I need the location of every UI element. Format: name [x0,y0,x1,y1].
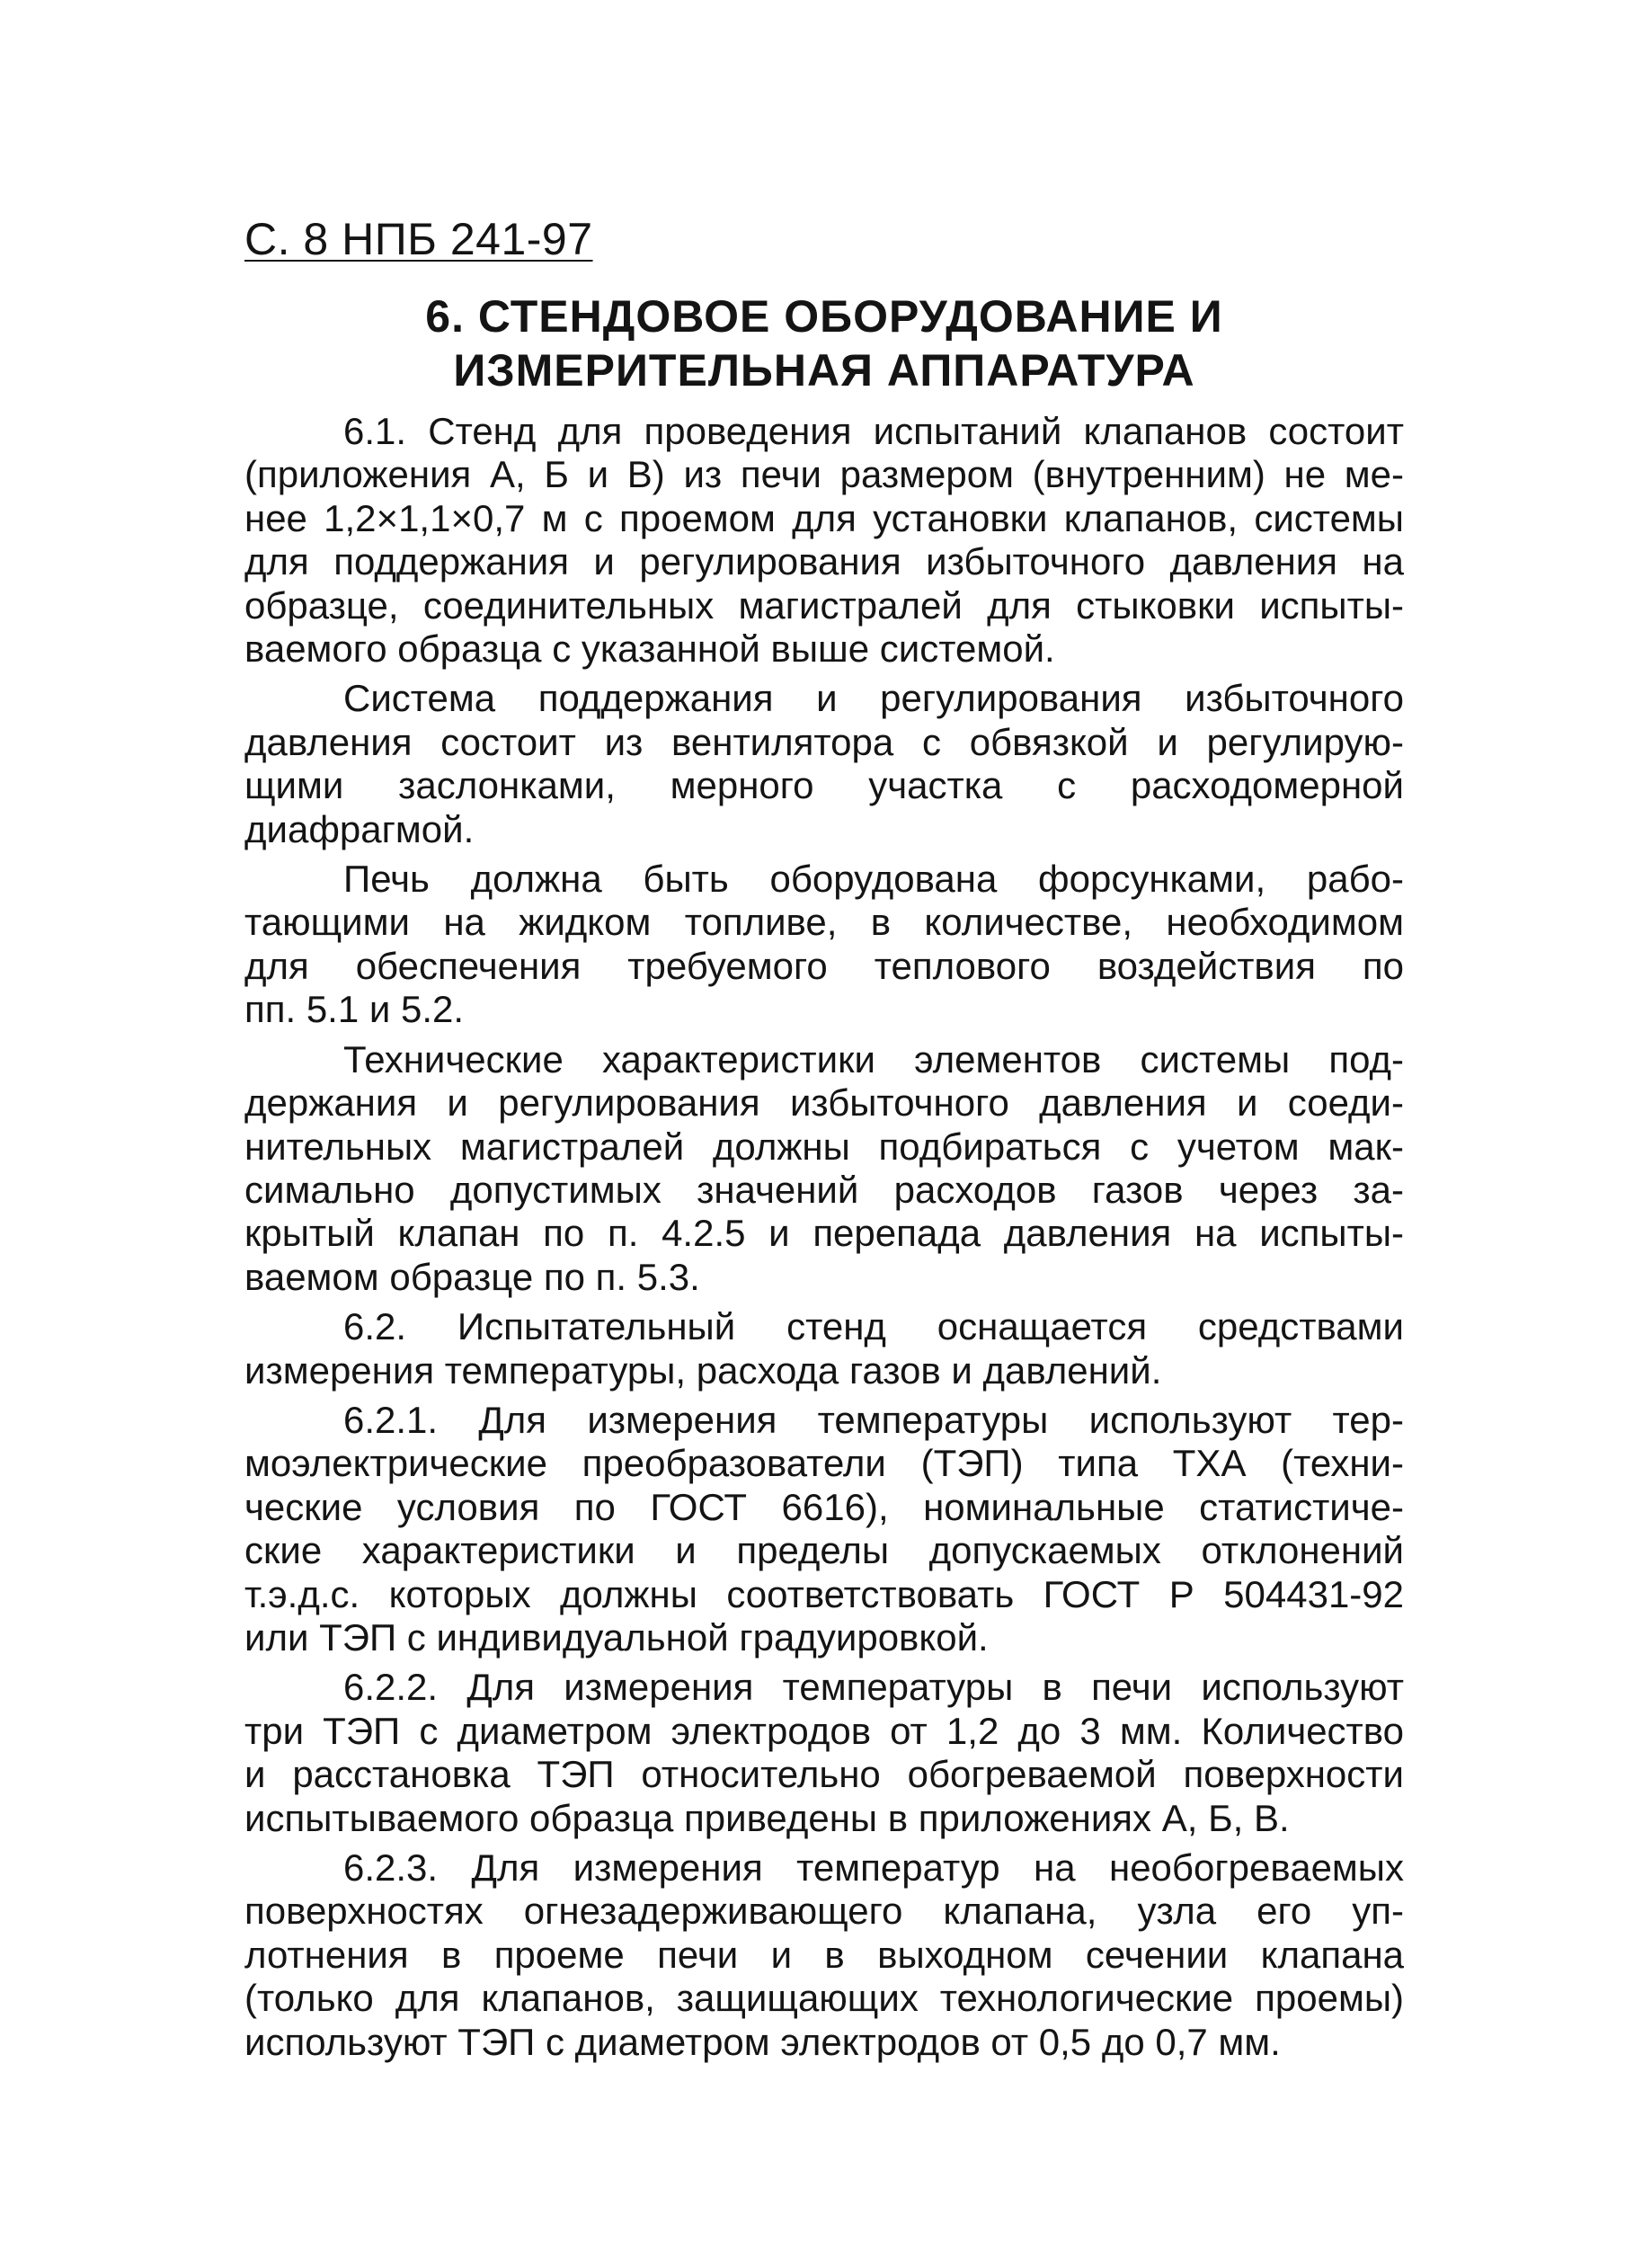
paragraph [244,1846,1404,2064]
text-line: лотнения в проеме печи и в выходном сечении клапана [244,1933,1404,1976]
page-reference: С. 8 НПБ 241-97 [244,214,593,264]
body-text [244,410,1404,2064]
text-line: ческие условия по ГОСТ 6616), номинальные статистиче- [244,1485,1404,1528]
text-line: нительных магистралей должны подбираться с учетом мак- [244,1125,1404,1168]
text-line: 6.2.2. Для измерения температуры в печи используют [343,1666,1404,1709]
text-line: поверхностях огнезадерживающего клапана, узла его уп- [244,1890,1404,1933]
text-line: нее 1,2×1,1×0,7 м с проемом для установки клапанов, системы [244,496,1404,539]
text-line: три ТЭП с диаметром электродов от 1,2 до 3 мм. Количество [244,1709,1404,1752]
text-line: 6.2.1. Для измерения температуры используют тер- [343,1398,1404,1441]
text-line: (только для клапанов, защищающих технологические проемы) [244,1977,1404,2020]
section-title [244,289,1404,397]
text-line: испытываемого образца приведены в приложениях А, Б, В. [244,1796,1290,1839]
text-line: т.э.д.с. которых должны соответствовать ГОСТ Р 504431-92 [244,1572,1404,1615]
text-line: Технические характеристики элементов системы под- [343,1037,1404,1081]
text-line: крытый клапан по п. 4.2.5 и перепада давления на испыты- [244,1212,1404,1255]
text-line: моэлектрические преобразователи (ТЭП) типа ТХА (техни- [244,1442,1404,1485]
text-line: Печь должна быть оборудована форсунками, рабо- [343,858,1404,901]
paragraph [244,410,1404,671]
text-line: Система поддержания и регулирования избыточного [343,677,1404,720]
text-line: 6.1. Стенд для проведения испытаний клапанов состоит [343,410,1404,452]
text-line: тающими на жидком топливе, в количестве, необходимом [244,901,1404,944]
paragraph [244,1038,1404,1299]
paragraph [244,1666,1404,1840]
text-line: пп. 5.1 и 5.2. [244,988,465,1031]
paragraph [244,1399,1404,1659]
text-line: щими заслонками, мерного участка с расходомерной [244,764,1404,807]
section-title-line-1: 6. СТЕНДОВОЕ ОБОРУДОВАНИЕ И [425,291,1223,342]
text-line: используют ТЭП с диаметром электродов от 0,5 до 0,7 мм. [244,2020,1281,2063]
text-line: ские характеристики и пределы допускаемых отклонений [244,1529,1404,1572]
document-page [244,212,1404,2070]
section-title-line-2: ИЗМЕРИТЕЛЬНАЯ АППАРАТУРА [453,345,1195,396]
paragraph [244,858,1404,1032]
text-line: диафрагмой. [244,807,475,850]
text-line: для поддержания и регулирования избыточного давления на [244,540,1404,583]
text-line: или ТЭП с индивидуальной градуировкой. [244,1615,989,1659]
text-line: давления состоит из вентилятора с обвязкой и регулирую- [244,720,1404,763]
text-line: измерения температуры, расхода газов и давлений. [244,1348,1162,1392]
paragraph [244,1305,1404,1392]
text-line: 6.2. Испытательный стенд оснащается средствами [343,1305,1404,1348]
text-line: образце, соединительных магистралей для стыковки испыты- [244,583,1404,627]
text-line: для обеспечения требуемого теплового воздействия по [244,944,1404,987]
text-line: 6.2.3. Для измерения температур на необогреваемых [343,1846,1404,1889]
text-line: ваемом образце по п. 5.3. [244,1255,700,1298]
text-line: (приложения А, Б и В) из печи размером (внутренним) не ме- [244,453,1404,496]
text-line: симально допустимых значений расходов газов через за- [244,1168,1404,1211]
text-line: и расстановка ТЭП относительно обогреваемой поверхности [244,1753,1404,1796]
text-line: ваемого образца с указанной выше системой. [244,627,1055,671]
paragraph [244,677,1404,851]
text-line: держания и регулирования избыточного давления и соеди- [244,1081,1404,1125]
